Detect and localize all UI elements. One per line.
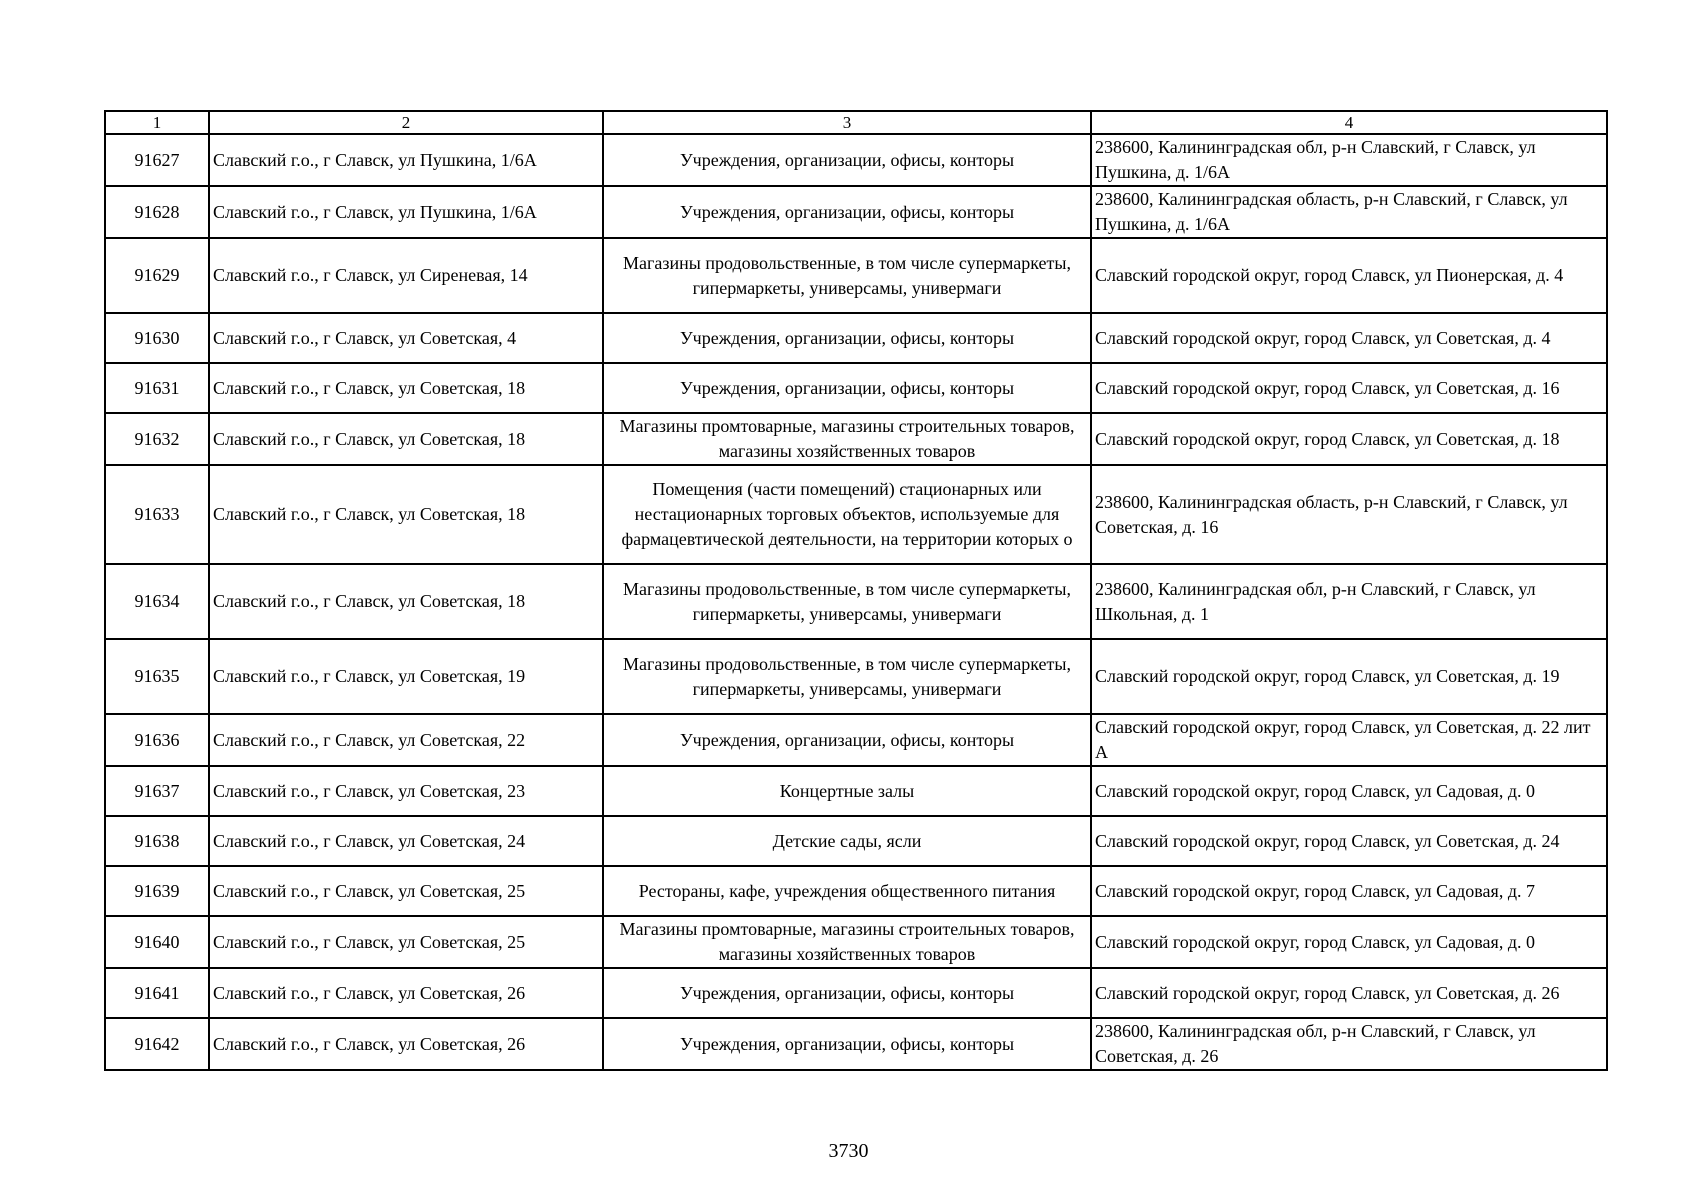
column-header-4: 4: [1091, 111, 1607, 134]
table-row: [105, 639, 1607, 714]
row-id: 91630: [105, 313, 209, 363]
row-object-type: Магазины промтоварные, магазины строительных товаров, магазины хозяйственных товаров: [603, 413, 1091, 465]
row-object-type: Учреждения, организации, офисы, конторы: [603, 313, 1091, 363]
table-row: [105, 766, 1607, 816]
row-full-address: 238600, Калининградская обл, р-н Славский, г Славск, ул Советская, д. 26: [1091, 1018, 1607, 1070]
column-header-1: 1: [105, 111, 209, 134]
table-row: [105, 816, 1607, 866]
row-id: 91628: [105, 186, 209, 238]
table-header: [105, 111, 1607, 134]
row-object-type: Учреждения, организации, офисы, конторы: [603, 1018, 1091, 1070]
row-object-type: Магазины продовольственные, в том числе супермаркеты, гипермаркеты, универсамы, универмаги: [603, 564, 1091, 639]
table-row: [105, 968, 1607, 1018]
table-row: [105, 564, 1607, 639]
row-address: Славский г.о., г Славск, ул Советская, 25: [209, 866, 603, 916]
row-full-address: Славский городской округ, город Славск, ул Советская, д. 19: [1091, 639, 1607, 714]
row-object-type: Учреждения, организации, офисы, конторы: [603, 186, 1091, 238]
row-full-address: Славский городской округ, город Славск, ул Советская, д. 4: [1091, 313, 1607, 363]
table-row: [105, 714, 1607, 766]
row-address: Славский г.о., г Славск, ул Советская, 18: [209, 564, 603, 639]
row-object-type: Учреждения, организации, офисы, конторы: [603, 363, 1091, 413]
row-id: 91634: [105, 564, 209, 639]
row-address: Славский г.о., г Славск, ул Советская, 25: [209, 916, 603, 968]
row-address: Славский г.о., г Славск, ул Советская, 18: [209, 363, 603, 413]
row-id: 91637: [105, 766, 209, 816]
row-id: 91629: [105, 238, 209, 313]
header-row: [105, 111, 1607, 134]
page-number: 3730: [828, 1140, 869, 1162]
row-full-address: Славский городской округ, город Славск, ул Садовая, д. 0: [1091, 916, 1607, 968]
row-address: Славский г.о., г Славск, ул Пушкина, 1/6А: [209, 186, 603, 238]
row-full-address: 238600, Калининградская область, р-н Славский, г Славск, ул Пушкина, д. 1/6А: [1091, 186, 1607, 238]
row-id: 91639: [105, 866, 209, 916]
table-row: [105, 186, 1607, 238]
row-id: 91640: [105, 916, 209, 968]
table-row: [105, 363, 1607, 413]
row-id: 91635: [105, 639, 209, 714]
row-full-address: 238600, Калининградская область, р-н Славский, г Славск, ул Советская, д. 16: [1091, 465, 1607, 564]
row-address: Славский г.о., г Славск, ул Советская, 26: [209, 1018, 603, 1070]
row-id: 91641: [105, 968, 209, 1018]
row-full-address: Славский городской округ, город Славск, ул Советская, д. 26: [1091, 968, 1607, 1018]
row-address: Славский г.о., г Славск, ул Советская, 24: [209, 816, 603, 866]
row-full-address: Славский городской округ, город Славск, ул Советская, д. 18: [1091, 413, 1607, 465]
row-id: 91631: [105, 363, 209, 413]
row-id: 91633: [105, 465, 209, 564]
row-full-address: Славский городской округ, город Славск, ул Пионерская, д. 4: [1091, 238, 1607, 313]
row-address: Славский г.о., г Славск, ул Советская, 26: [209, 968, 603, 1018]
row-object-type: Детские сады, ясли: [603, 816, 1091, 866]
row-id: 91627: [105, 134, 209, 186]
row-address: Славский г.о., г Славск, ул Советская, 4: [209, 313, 603, 363]
row-full-address: Славский городской округ, город Славск, ул Садовая, д. 7: [1091, 866, 1607, 916]
row-address: Славский г.о., г Славск, ул Сиреневая, 14: [209, 238, 603, 313]
row-object-type: Рестораны, кафе, учреждения общественного питания: [603, 866, 1091, 916]
row-object-type: Магазины продовольственные, в том числе супермаркеты, гипермаркеты, универсамы, универмаги: [603, 639, 1091, 714]
row-id: 91642: [105, 1018, 209, 1070]
row-object-type: Концертные залы: [603, 766, 1091, 816]
row-object-type: Учреждения, организации, офисы, конторы: [603, 134, 1091, 186]
row-full-address: Славский городской округ, город Славск, ул Советская, д. 22 лит А: [1091, 714, 1607, 766]
row-full-address: Славский городской округ, город Славск, ул Советская, д. 16: [1091, 363, 1607, 413]
row-address: Славский г.о., г Славск, ул Советская, 23: [209, 766, 603, 816]
column-header-2: 2: [209, 111, 603, 134]
table-row: [105, 916, 1607, 968]
row-address: Славский г.о., г Славск, ул Советская, 22: [209, 714, 603, 766]
row-full-address: 238600, Калининградская обл, р-н Славский, г Славск, ул Пушкина, д. 1/6А: [1091, 134, 1607, 186]
row-object-type: Магазины продовольственные, в том числе супермаркеты, гипермаркеты, универсамы, универмаги: [603, 238, 1091, 313]
table-row: [105, 465, 1607, 564]
row-full-address: Славский городской округ, город Славск, ул Советская, д. 24: [1091, 816, 1607, 866]
row-address: Славский г.о., г Славск, ул Советская, 18: [209, 413, 603, 465]
row-full-address: 238600, Калининградская обл, р-н Славский, г Славск, ул Школьная, д. 1: [1091, 564, 1607, 639]
row-object-type: Магазины промтоварные, магазины строительных товаров, магазины хозяйственных товаров: [603, 916, 1091, 968]
table-row: [105, 1018, 1607, 1070]
row-id: 91636: [105, 714, 209, 766]
row-object-type: Учреждения, организации, офисы, конторы: [603, 714, 1091, 766]
table-row: [105, 866, 1607, 916]
row-id: 91632: [105, 413, 209, 465]
row-address: Славский г.о., г Славск, ул Советская, 18: [209, 465, 603, 564]
row-object-type: Учреждения, организации, офисы, конторы: [603, 968, 1091, 1018]
row-address: Славский г.о., г Славск, ул Советская, 19: [209, 639, 603, 714]
row-id: 91638: [105, 816, 209, 866]
row-address: Славский г.о., г Славск, ул Пушкина, 1/6А: [209, 134, 603, 186]
table-row: [105, 238, 1607, 313]
row-full-address: Славский городской округ, город Славск, ул Садовая, д. 0: [1091, 766, 1607, 816]
document-table: [104, 110, 1608, 1071]
row-object-type: Помещения (части помещений) стационарных или нестационарных торговых объектов, используемые для фармацевтической деятельности, на территории которых о: [603, 465, 1091, 564]
table-body: [105, 134, 1607, 1070]
table-row: [105, 413, 1607, 465]
column-header-3: 3: [603, 111, 1091, 134]
table-row: [105, 134, 1607, 186]
table-row: [105, 313, 1607, 363]
